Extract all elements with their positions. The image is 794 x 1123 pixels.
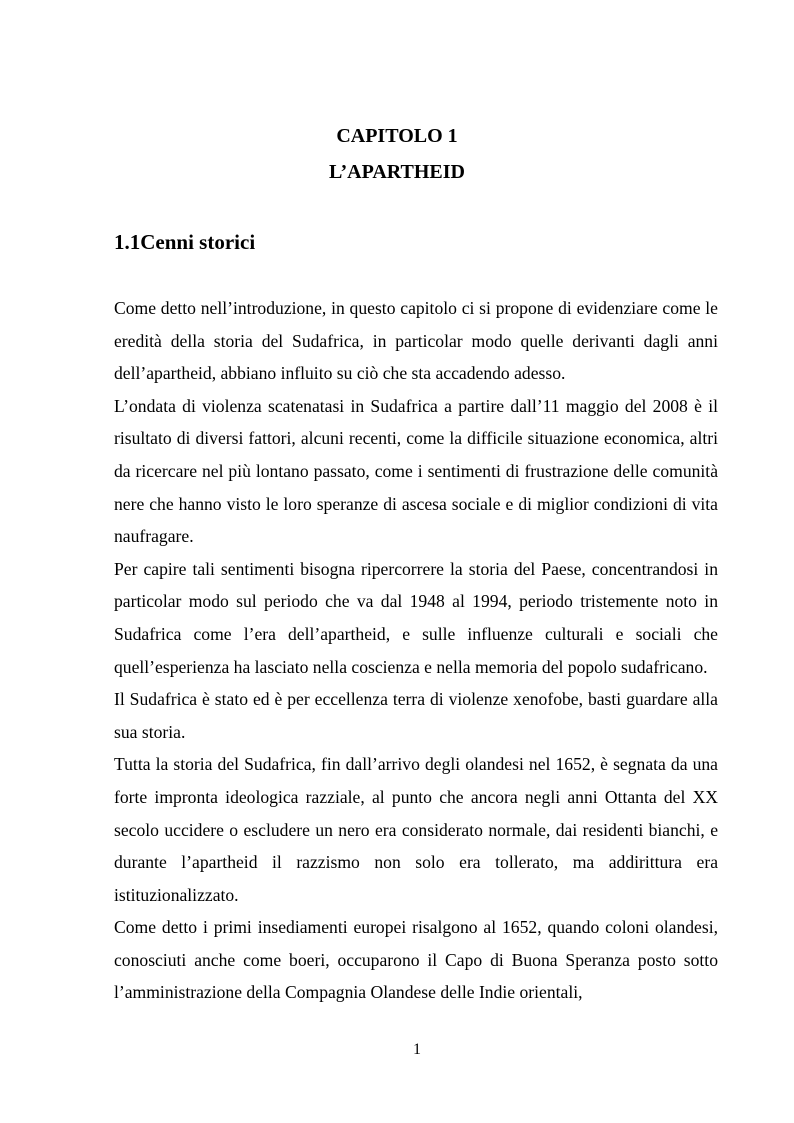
paragraph-1: Come detto nell’introduzione, in questo capitolo ci si propone di evidenziare come le eredità della storia del Sudafrica, in particolar modo quelle derivanti dagli anni dell’apartheid, abbiano influito su ciò che sta accadendo adesso.: [114, 298, 718, 384]
page-number: 1: [413, 1041, 421, 1058]
paragraph-4: Il Sudafrica è stato ed è per eccellenza terra di violenze xenofobe, basti guardare alla sua storia.: [114, 689, 718, 742]
section-heading: 1.1Cenni storici: [114, 230, 256, 254]
paragraph-6: Come detto i primi insediamenti europei risalgono al 1652, quando coloni olandesi, conosciuti anche come boeri, occuparono il Capo di Buona Speranza posto sotto l’amministrazione della Compagnia Olandese delle Indie orientali,: [114, 917, 718, 1003]
paragraph-5: Tutta la storia del Sudafrica, fin dall’arrivo degli olandesi nel 1652, è segnata da una forte impronta ideologica razziale, al punto che ancora negli anni Ottanta del XX secolo uccidere o escludere un nero era considerato normale, dai residenti bianchi, e durante l’apartheid il razzismo non solo era tollerato, ma addirittura era istituzionalizzato.: [114, 754, 718, 905]
paragraph-2: L’ondata di violenza scatenatasi in Sudafrica a partire dall’11 maggio del 2008 è il risultato di diversi fattori, alcuni recenti, come la difficile situazione economica, altri da ricercare nel più lontano passato, come i sentimenti di frustrazione delle comunità nere che hanno visto le loro speranze di ascesa sociale e di miglior condizioni di vita naufragare.: [114, 395, 718, 547]
body-text: [114, 292, 718, 1009]
chapter-label: CAPITOLO 1: [336, 125, 458, 147]
chapter-title: L’APARTHEID: [329, 161, 465, 183]
paragraph-3: Per capire tali sentimenti bisogna ripercorrere la storia del Paese, concentrandosi in particolar modo sul periodo che va dal 1948 al 1994, periodo tristemente noto in Sudafrica come l’era dell’apartheid, e sulle influenze culturali e sociali che quell’esperienza ha lasciato nella coscienza e nella memoria del popolo sudafricano.: [114, 558, 718, 677]
